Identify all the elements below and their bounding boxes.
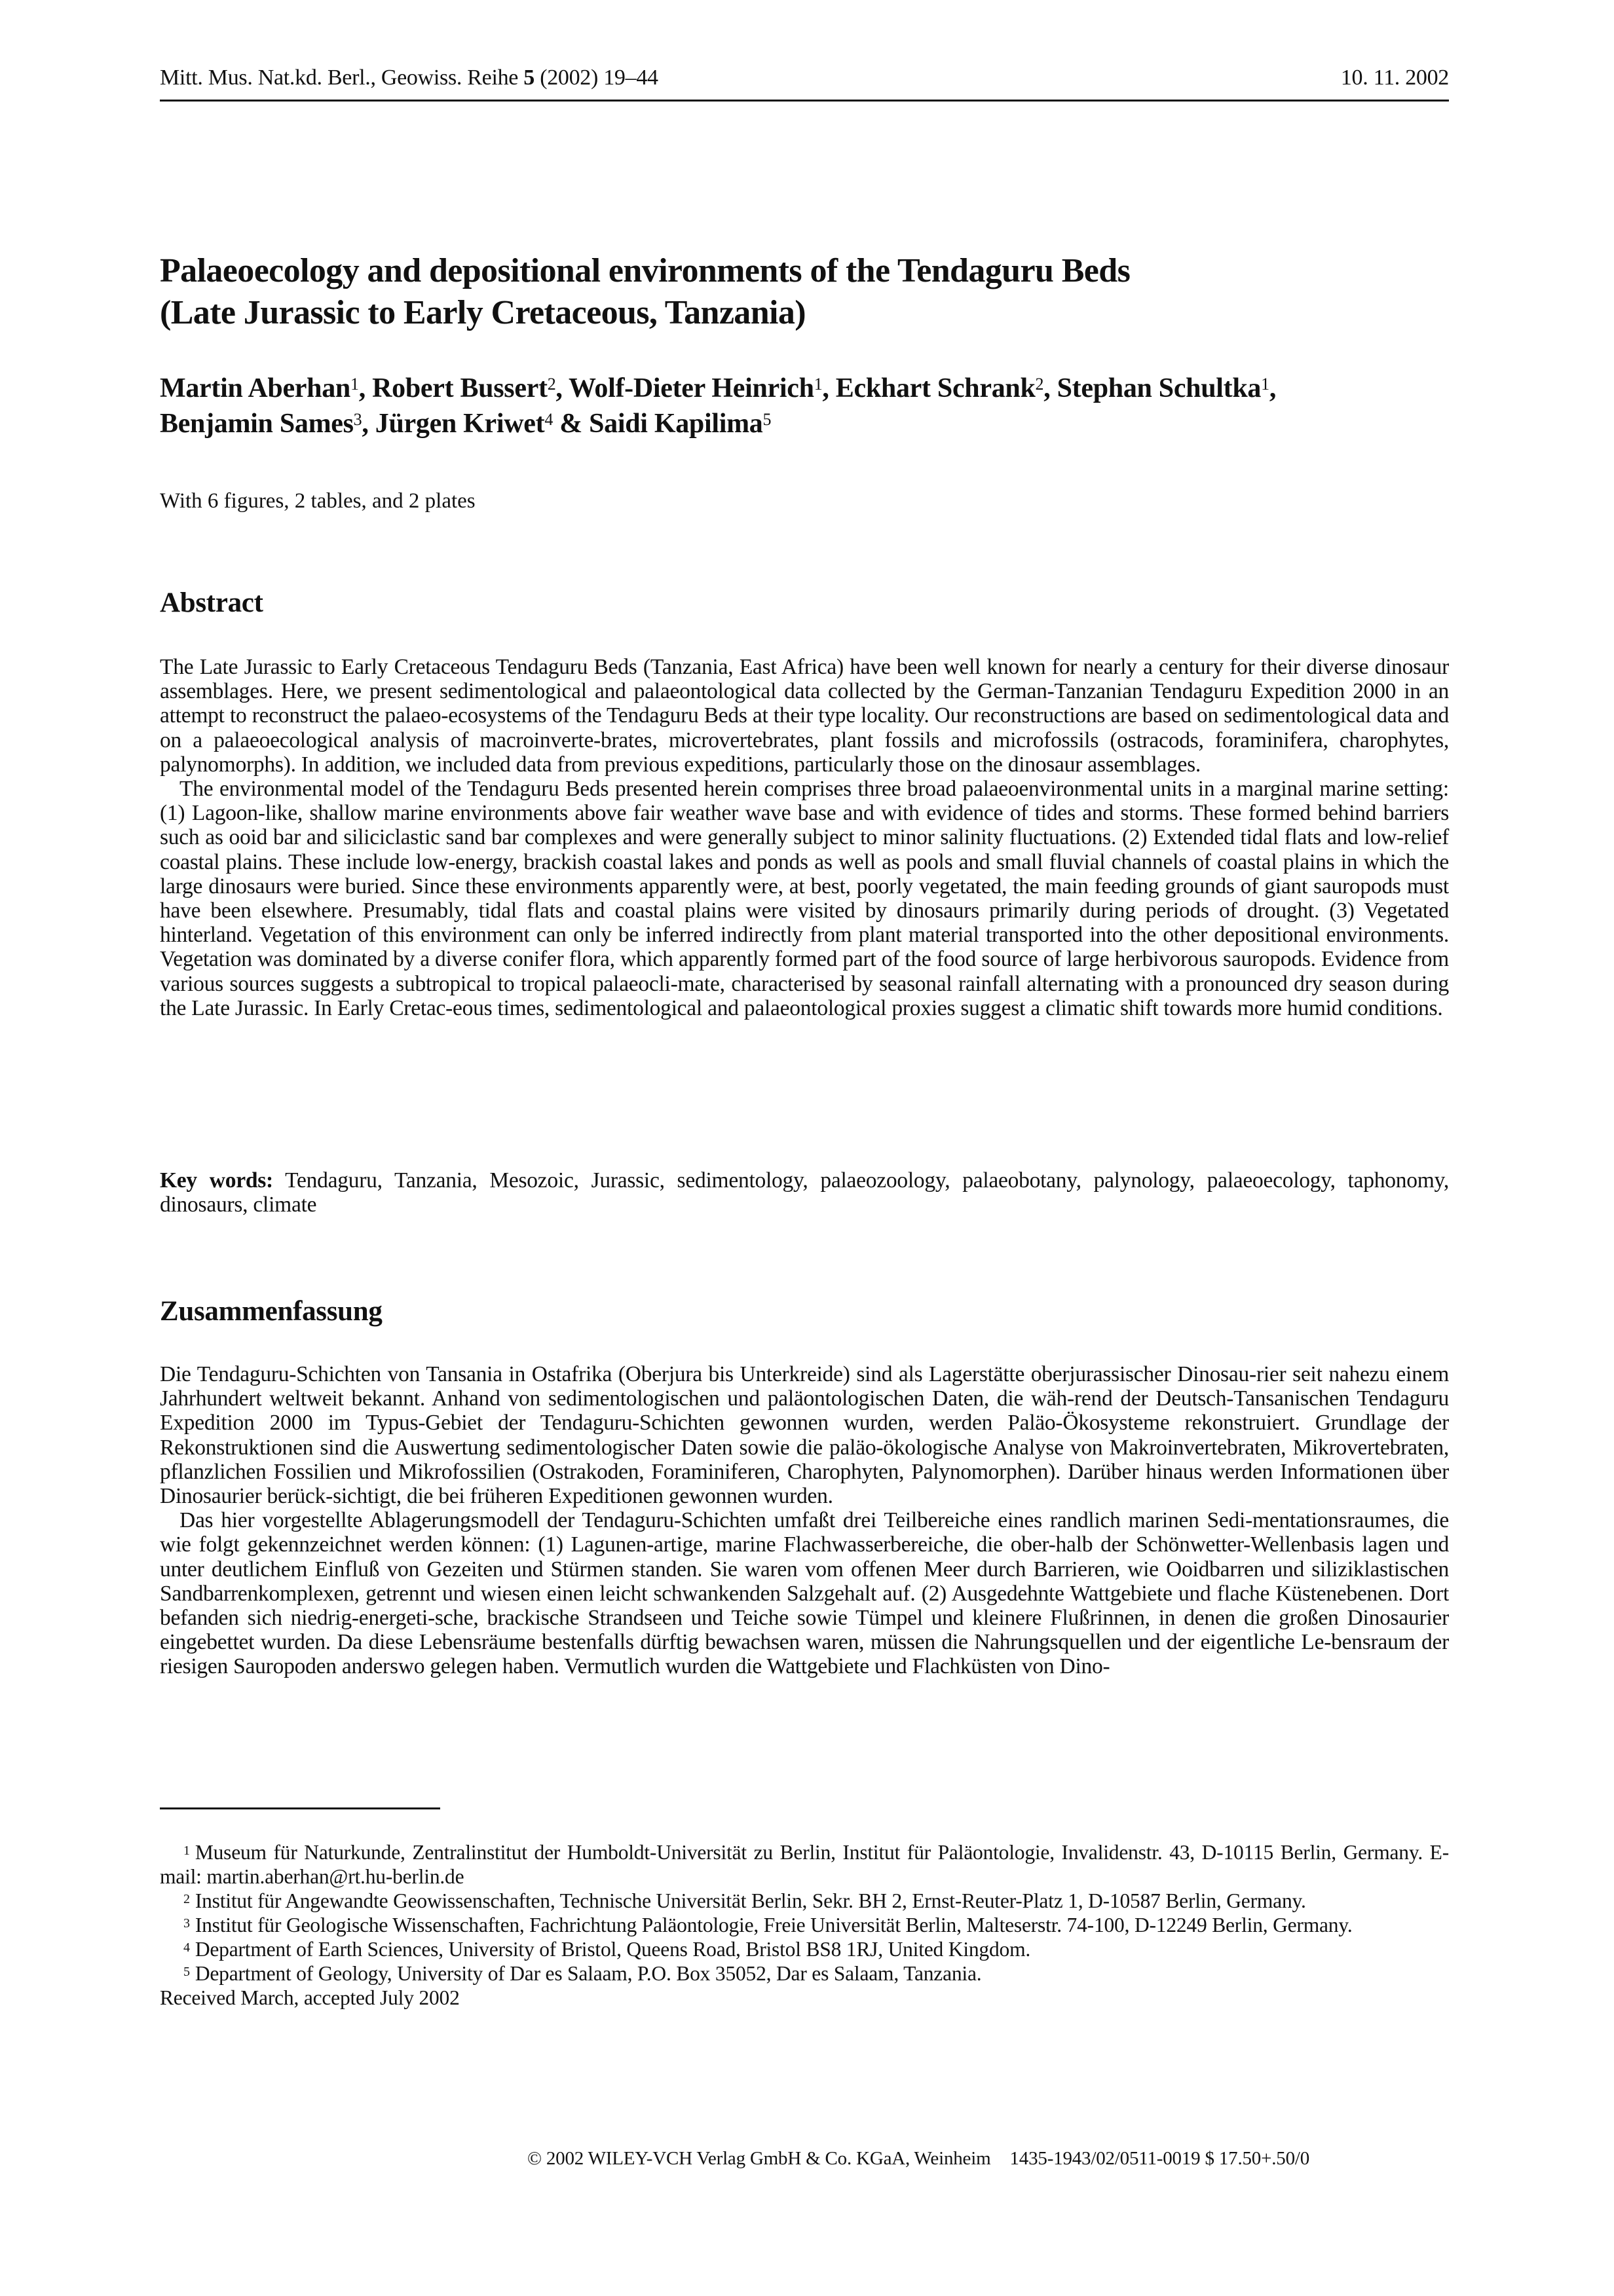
journal-citation: [160, 65, 658, 90]
footnote-number: 1: [183, 1843, 190, 1858]
affiliation-mark: 4: [544, 410, 554, 429]
author-name: Stephan Schultka: [1057, 373, 1262, 403]
footnote: [160, 1937, 1449, 1961]
keywords-label: Key words:: [160, 1168, 273, 1193]
zusammenfassung-paragraph: Das hier vorgestellte Ablagerungsmodell der Tendaguru-Schichten umfaßt drei Teilbereiche eines randlich marinen Sedi-mentationsraumes, die wie folgt gekennzeichnet werden können: (1) Lagunen-artige, marine Flachwasserbereiche, die ober-halb der Schönwetter-Wellenbasis lagen und unter deutlichem Einfluß von Gezeiten und Stürmen standen. Sie waren vom offenen Meer durch Barrieren, wie Ooidbarren und siliziklastischen Sandbarrenkomplexen, getrennt und wiesen einen leicht schwankenden Salzgehalt auf. (2) Ausgedehnte Wattgebiete und flache Küstenebenen. Dort befanden sich niedrig-energeti-sche, brackische Strandseen und Teiche sowie Tümpel und kleinere Flußrinnen, in denen die großen Dinosaurier eingebettet wurden. Da diese Lebensräume bestenfalls dürftig bewachsen waren, müssen die Nahrungsquellen und der eigentliche Le-bensraum der riesigen Sauropoden anderswo gelegen haben. Vermutlich wurden die Wattgebiete und Flachküsten von Dino-: [160, 1508, 1449, 1679]
affiliation-mark: 1: [350, 375, 359, 394]
author-name: Benjamin Sames: [160, 409, 354, 439]
abstract-paragraph: The environmental model of the Tendaguru Beds presented herein comprises three broad palaeoenvironmental units in a marginal marine setting: (1) Lagoon-like, shallow marine environments above fair weather wave base and with evidence of tides and storms. These formed behind barriers such as ooid bar and siliciclastic sand bar complexes and were generally subject to minor salinity fluctuations. (2) Extended tidal flats and low-relief coastal plains. These include low-energy, brackish coastal lakes and ponds as well as pools and small fluvial channels of coastal plains in which the large dinosaurs were buried. Since these environments apparently were, at best, poorly vegetated, the main feeding grounds of giant sauropods must have been elsewhere. Presumably, tidal flats and coastal plains were visited by dinosaurs primarily during periods of drought. (3) Vegetated hinterland. Vegetation of this environment can only be inferred indirectly from plant material transported into the other depositional environments. Vegetation was dominated by a diverse conifer flora, which apparently formed part of the food source of large herbivorous sauropods. Evidence from various sources suggests a subtropical to tropical palaeocli-mate, characterised by seasonal rainfall alternating with a pronounced dry season during the Late Jurassic. In Early Cretac-eous times, sedimentological and palaeontological proxies suggest a climatic shift towards more humid conditions.: [160, 777, 1449, 1020]
footnotes: [160, 1840, 1449, 2010]
journal-name: Mitt. Mus. Nat.kd. Berl., Geowiss. Reihe: [160, 65, 519, 90]
abstract-body: [160, 655, 1449, 1020]
running-head: [160, 65, 1449, 90]
footnote-text: Department of Earth Sciences, University of Bristol, Queens Road, Bristol BS8 1RJ, United Kingdom.: [195, 1938, 1031, 1961]
copyright-publisher: © 2002 WILEY-VCH Verlag GmbH & Co. KGaA, Weinheim: [527, 2148, 991, 2169]
zusammenfassung-heading: Zusammenfassung: [160, 1296, 383, 1327]
publication-date: 10. 11. 2002: [1340, 65, 1449, 90]
footnote-text: Department of Geology, University of Dar es Salaam, P.O. Box 35052, Dar es Salaam, Tanzania.: [195, 1962, 982, 1985]
footnote-text: Institut für Geologische Wissenschaften, Fachrichtung Paläontologie, Freie Universität Berlin, Malteserstr. 74-100, D-12249 Berlin, Germany.: [195, 1914, 1353, 1936]
journal-year-pages: (2002) 19–44: [540, 65, 658, 90]
copyright-code: 1435-1943/02/0511-0019 $ 17.50+.50/0: [1009, 2148, 1310, 2169]
header-rule: [160, 100, 1449, 102]
footnote-number: 4: [183, 1940, 190, 1955]
title-line-2: (Late Jurassic to Early Cretaceous, Tanzania): [160, 294, 806, 331]
author-name: Saidi Kapilima: [589, 409, 763, 439]
author-name: Robert Bussert: [372, 373, 548, 403]
journal-volume: 5: [523, 65, 535, 90]
footnote-number: 5: [183, 1965, 190, 1979]
footnote: [160, 1913, 1449, 1937]
footnote-text: Museum für Naturkunde, Zentralinstitut der Humboldt-Universität zu Berlin, Institut für Paläontologie, Invalidenstr. 43, D-10115 Berlin, Germany. E-mail: martin.aberhan@rt.hu-berlin.de: [160, 1841, 1449, 1888]
paper-title: [160, 250, 1449, 334]
author-line-2: Benjamin Sames$^3$, Jürgen Kriwet$^4$ & Saidi Kapilima$^5$: [160, 409, 772, 439]
affiliation-mark: 2: [547, 375, 556, 394]
zusammenfassung-body: [160, 1362, 1449, 1679]
author-line-1: Martin Aberhan$^1$, Robert Bussert$^2$, Wolf-Dieter Heinrich$^1$, Eckhart Schrank$^2$, Stephan Schultka$^1$,: [160, 373, 1277, 403]
footnote: [160, 1961, 1449, 1986]
author-name: Eckhart Schrank: [835, 373, 1036, 403]
footnote-number: 3: [183, 1916, 190, 1931]
author-name: Jürgen Kriwet: [375, 409, 545, 439]
footnote: [160, 1840, 1449, 1889]
author-name: Martin Aberhan: [160, 373, 350, 403]
keywords-text: Tendaguru, Tanzania, Mesozoic, Jurassic, sedimentology, palaeozoology, palaeobotany, palynology, palaeoecology, taphonomy, dinosaurs, climate: [160, 1168, 1449, 1217]
copyright-line: [527, 2148, 1309, 2170]
received-date: Received March, accepted July 2002: [160, 1986, 460, 2009]
affiliation-mark: 3: [353, 410, 362, 429]
footnote: [160, 1889, 1449, 1913]
author-list: [160, 371, 1449, 441]
abstract-paragraph: The Late Jurassic to Early Cretaceous Tendaguru Beds (Tanzania, East Africa) have been well known for nearly a century for their diverse dinosaur assemblages. Here, we present sedimentological and palaeontological data collected by the German-Tanzanian Tendaguru Expedition 2000 in an attempt to reconstruct the palaeo-ecosystems of the Tendaguru Beds at their type locality. Our reconstructions are based on sedimentological data and on a palaeoecological analysis of macroinverte-brates, microvertebrates, plant fossils and microfossils (ostracods, foraminifera, charophytes, palynomorphs). In addition, we included data from previous expeditions, particularly those on the dinosaur assemblages.: [160, 655, 1449, 777]
zusammenfassung-paragraph: Die Tendaguru-Schichten von Tansania in Ostafrika (Oberjura bis Unterkreide) sind als Lagerstätte oberjurassischer Dinosau-rier seit nahezu einem Jahrhundert weltweit bekannt. Anhand von sedimentologischen und paläontologischen Daten, die wäh-rend der Deutsch-Tansanischen Tendaguru Expedition 2000 im Typus-Gebiet der Tendaguru-Schichten gewonnen wurden, werden Paläo-Ökosysteme rekonstruiert. Grundlage der Rekonstruktionen sind die Auswertung sedimentologischer Daten sowie die paläo-ökologische Analyse von Makroinvertebraten, Mikrovertebraten, pflanzlichen Fossilien und Mikrofossilien (Ostrakoden, Foraminiferen, Charophyten, Palynomorphen). Darüber hinaus werden Informationen über Dinosaurier berück-sichtigt, die bei früheren Expeditionen gewonnen wurden.: [160, 1362, 1449, 1509]
footnote-number: 2: [183, 1892, 190, 1906]
affiliation-mark: 2: [1035, 375, 1044, 394]
author-name: Wolf-Dieter Heinrich: [569, 373, 814, 403]
figures-note: With 6 figures, 2 tables, and 2 plates: [160, 489, 476, 513]
abstract-heading: Abstract: [160, 587, 263, 618]
keywords: [160, 1168, 1449, 1217]
affiliation-mark: 1: [1261, 375, 1269, 394]
footnote-rule: [160, 1807, 440, 1809]
title-line-1: Palaeoecology and depositional environments of the Tendaguru Beds: [160, 252, 1131, 289]
footnote-text: Institut für Angewandte Geowissenschaften, Technische Universität Berlin, Sekr. BH 2, Ernst-Reuter-Platz 1, D-10587 Berlin, Germany.: [195, 1889, 1306, 1912]
affiliation-mark: 1: [814, 375, 823, 394]
affiliation-mark: 5: [762, 410, 772, 429]
